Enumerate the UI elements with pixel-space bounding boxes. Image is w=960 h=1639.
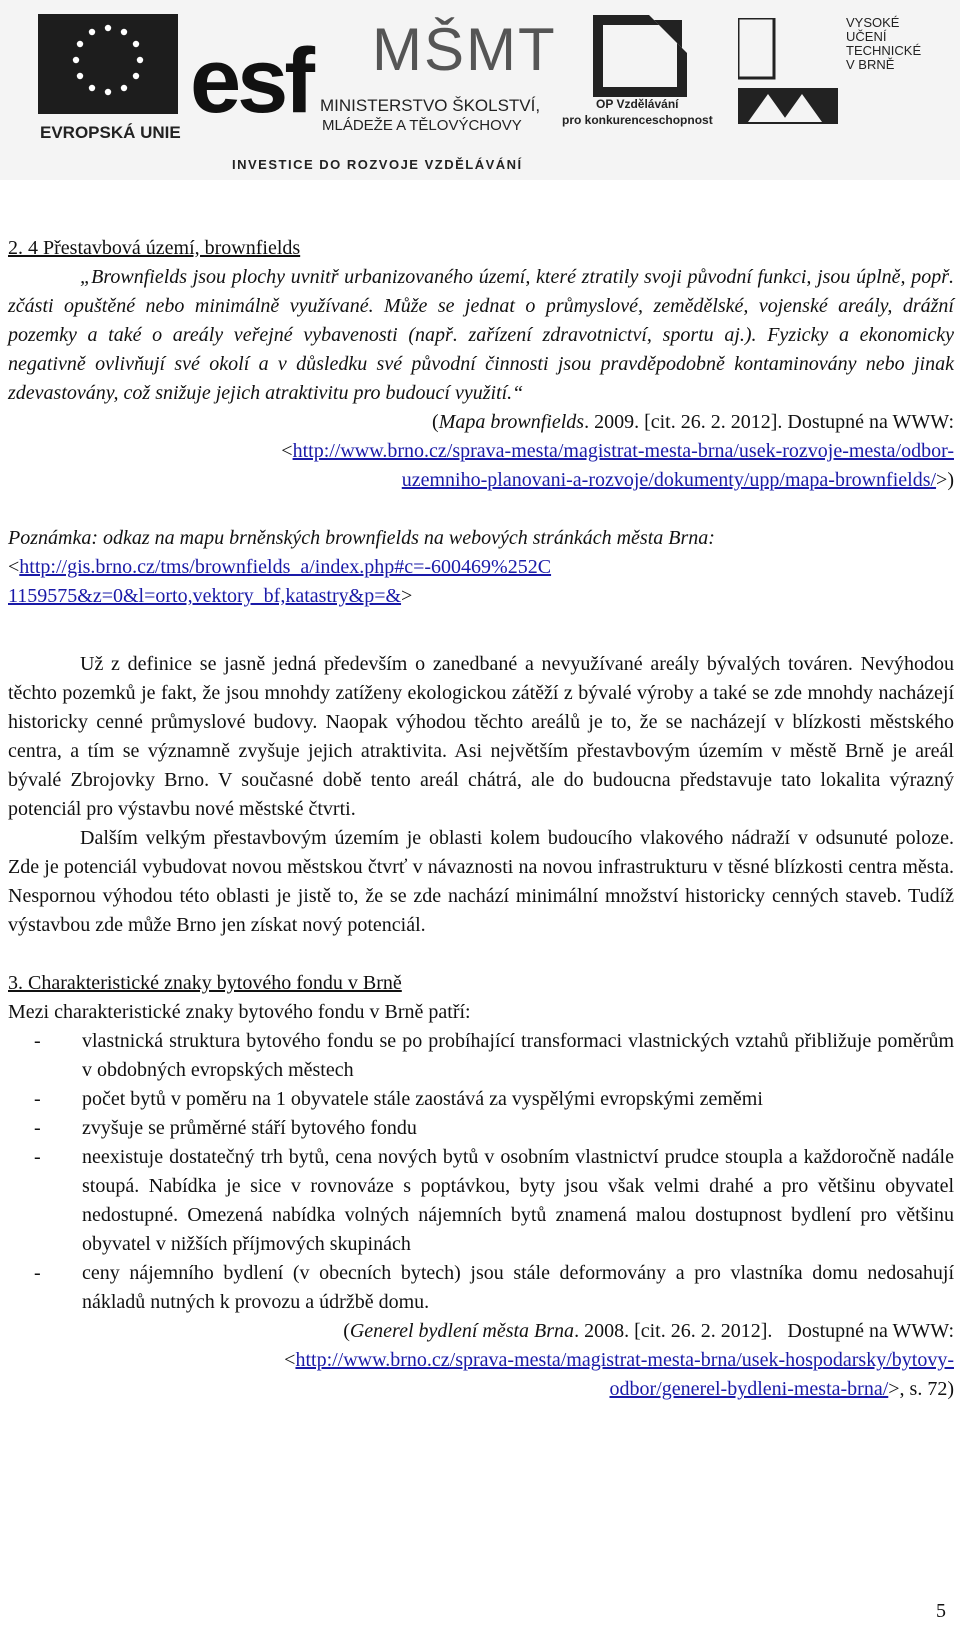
op-line-2: pro konkurenceschopnost: [562, 113, 713, 127]
header-tagline: INVESTICE DO ROZVOJE VZDĚLÁVÁNÍ: [232, 157, 523, 172]
note-link-part-2[interactable]: 1159575&z=0&l=orto,vektory_bf,katastry&p=&: [8, 585, 402, 607]
spacer: [8, 940, 954, 969]
document-body: [8, 234, 954, 1404]
esf-logo: esf: [190, 30, 311, 132]
cite2-close: >, s. 72): [888, 1378, 954, 1400]
header-logo-bar: [0, 0, 960, 180]
op-line-1: OP Vzdělávání: [596, 97, 679, 111]
list-item: - zvyšuje se průměrné stáří bytového fondu: [8, 1114, 954, 1143]
note-link-line-2: [8, 582, 954, 611]
paragraph-zbrojovka: Už z definice se jasně jedná především o zanedbané a nevyužívané areály bývalých továren. Nevýhodou těchto pozemků je fakt, že jsou mnohdy zatíženy ekologickou zátěží z bývalé výroby a také se zde mnohdy nacházejí historicky cenné průmyslové budovy. Naopak výhodou těchto areálů je to, že se nacházejí v blízkosti městského centra, a tím se významně zvyšuje jejich atraktivita. Asi největším přestavbovým územím v městě Brně je areál bývalé Zbrojovky Brno. V současné době tento areál chátrá, ale do budoucna představuje tato lokalita výrazný potenciál pro výstavbu nové městské čtvrti.: [8, 653, 954, 820]
vut-line-2: UČENÍ: [846, 29, 887, 44]
citation-1-line-1: [8, 408, 954, 437]
eu-logo-text: EVROPSKÁ UNIE: [40, 123, 181, 142]
citation-1-link-part-1[interactable]: http://www.brno.cz/sprava-mesta/magistrat-mesta-brna/usek-rozvoje-mesta/odbor-: [292, 440, 954, 462]
msmt-logo: MŠMT: [372, 16, 557, 83]
brownfields-quote: „Brownfields jsou plochy uvnitř urbanizovaného území, které ztratily svoji původní funkci, jsou úplně, popř. zčásti opuštěné nebo minimálně využívané. Může se jednat o průmyslové, zemědělské, vojenské areály, drážní pozemky a také o areály veřejné vybavenosti (např. zařízení zdravotnictví, sportu aj.). Fyzicky a ekonomicky negativně ovlivňují své okolí a v důsledku své původní činnosti jsou pravděpodobně kontaminovány nebo jinak zdevastovány, což snižuje jejich atraktivitu pro budoucí využití.“: [8, 266, 954, 404]
cite1-open: (: [432, 411, 439, 433]
note-gt: >: [401, 585, 413, 607]
eu-flag-logo: [38, 14, 178, 114]
citation-2-line-2: [8, 1346, 954, 1375]
spacer: [8, 495, 954, 524]
cite1-lt: <: [281, 440, 293, 462]
note-lt: <: [8, 556, 20, 578]
section-3-intro: Mezi charakteristické znaky bytového fondu v Brně patří:: [8, 1001, 471, 1023]
ministry-line-2: MLÁDEŽE A TĚLOVÝCHOVY: [322, 117, 522, 134]
list-item: - ceny nájemního bydlení (v obecních bytech) jsou stále deformovány a pro vlastníka domu nedosahují nákladů nutných k provozu a údržbě domu.: [8, 1259, 954, 1317]
op-vzdelavani-logo: [592, 14, 688, 98]
spacer: [8, 640, 954, 650]
note-link-line-1: [8, 553, 954, 582]
housing-characteristics-list: [8, 1027, 954, 1317]
citation-2-link-part-2[interactable]: odbor/generel-bydleni-mesta-brna/: [609, 1378, 889, 1400]
list-item: - počet bytů v poměru na 1 obyvatele stále zaostává za vyspělými evropskými zeměmi: [8, 1085, 954, 1114]
cite1-close: >): [936, 469, 954, 491]
cite1-title: Mapa brownfields: [438, 411, 585, 433]
cite2-title: Generel bydlení města Brna: [349, 1320, 575, 1342]
page-number: 5: [936, 1600, 946, 1622]
cite1-rest: . 2009. [cit. 26. 2. 2012]. Dostupné na WWW:: [584, 411, 954, 433]
citation-2-line-1: [8, 1317, 954, 1346]
list-item: - neexistuje dostatečný trh bytů, cena nových bytů v osobním vlastnictví prudce stoupla a každoročně nadále stoupá. Nabídka je sice v rovnováze s poptávkou, byty jsou však velmi drahé a pro většinu obyvatel nedostupné. Omezená nabídka volných nájemních bytů znamená malou dostupnost bydlení pro většinu obyvatel v nižších příjmových skupinách: [8, 1143, 954, 1259]
vut-line-4: V BRNĚ: [846, 57, 895, 72]
citation-1-line-2: [8, 437, 954, 466]
ministry-line-1: MINISTERSTVO ŠKOLSTVÍ,: [320, 96, 541, 115]
cite2-rest: . 2008. [cit. 26. 2. 2012]. Dostupné na WWW:: [574, 1320, 954, 1342]
citation-2-line-3: [8, 1375, 954, 1404]
section-3-heading: 3. Charakteristické znaky bytového fondu v Brně: [8, 972, 402, 994]
vut-line-1: VYSOKÉ: [846, 15, 900, 30]
note-text: Poznámka: odkaz na mapu brněnských brownfields na webových stránkách města Brna:: [8, 527, 715, 549]
section-24-heading: 2. 4 Přestavbová území, brownfields: [8, 237, 301, 259]
vut-logo-mark: [738, 18, 838, 126]
list-item: - vlastnická struktura bytového fondu se po probíhající transformaci vlastnických vztahů přibližuje poměrům v obdobných evropských městech: [8, 1027, 954, 1085]
cite2-lt: <: [284, 1349, 296, 1371]
spacer: [8, 611, 954, 640]
citation-1-line-3: [8, 466, 954, 495]
note-link-part-1[interactable]: http://gis.brno.cz/tms/brownfields_a/index.php#c=-600469%252C: [19, 556, 552, 578]
vut-text: [846, 16, 921, 72]
cite2-open: (: [343, 1320, 350, 1342]
paragraph-nadrazi: Dalším velkým přestavbovým územím je oblasti kolem budoucího vlakového nádraží v odsunuté poloze. Zde je potenciál vybudovat novou městskou čtvrť v návaznosti na novou infrastrukturu v těsné blízkosti centra města. Nespornou výhodou této oblasti je jistě to, že se zde nachází minimální množství historicky cenných staveb. Tudíž výstavbou zde může Brno jen získat nový potenciál.: [8, 827, 954, 936]
citation-2-link-part-1[interactable]: http://www.brno.cz/sprava-mesta/magistrat-mesta-brna/usek-hospodarsky/bytovy-: [295, 1349, 954, 1371]
citation-1-link-part-2[interactable]: uzemniho-planovani-a-rozvoje/dokumenty/upp/mapa-brownfields/: [401, 469, 937, 491]
vut-line-3: TECHNICKÉ: [846, 43, 922, 58]
